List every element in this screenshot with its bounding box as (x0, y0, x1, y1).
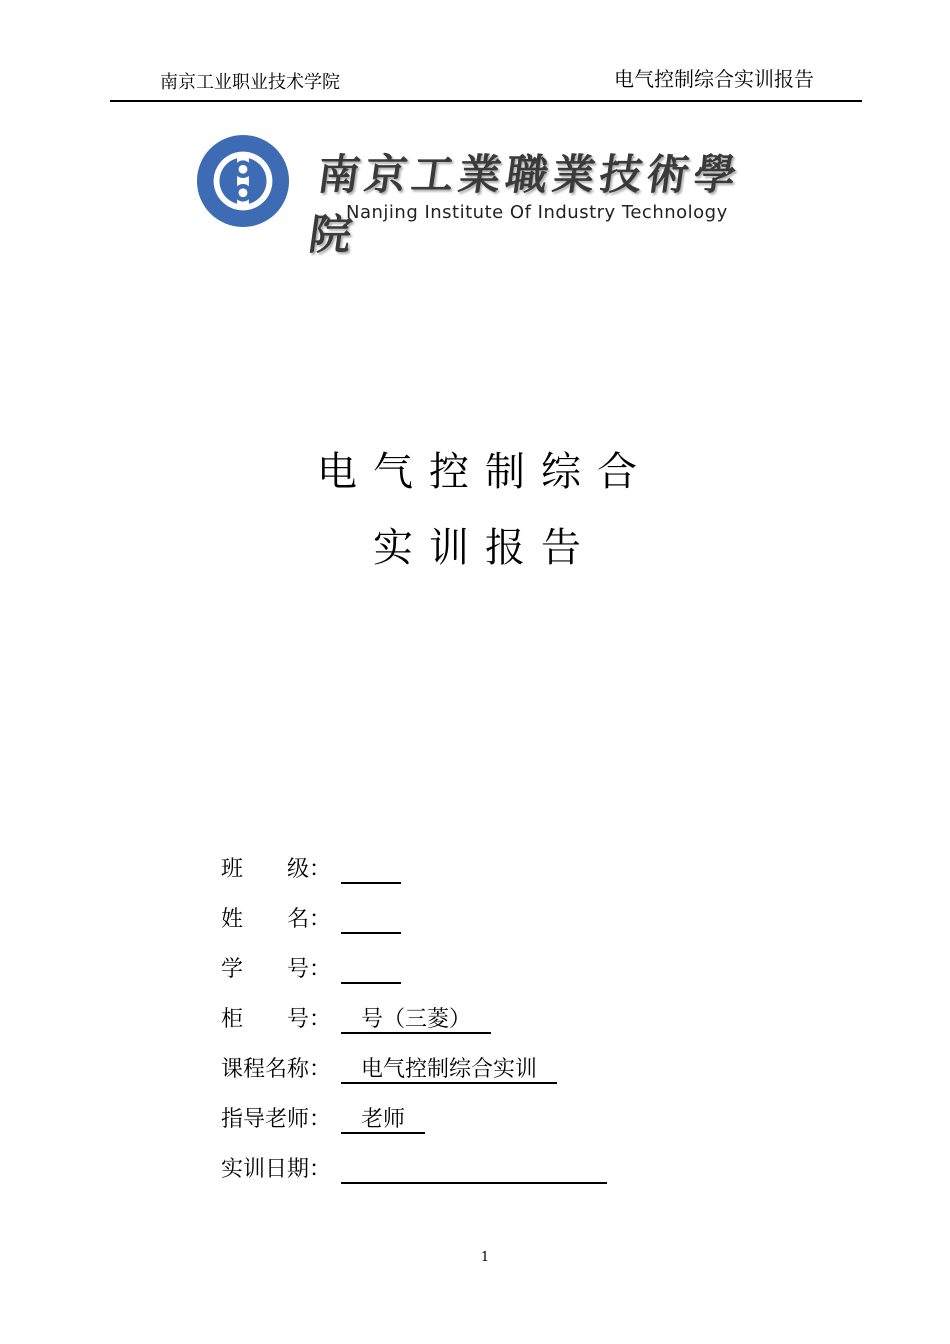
cabinet-label: 柜 号： (221, 1007, 332, 1032)
instructor-label: 指导老师： (221, 1107, 332, 1132)
school-emblem-icon (192, 132, 294, 230)
header-report-title: 电气控制综合实训报告 (614, 67, 814, 91)
cabinet-field[interactable]: 号（三菱） (341, 1002, 491, 1034)
report-title-line-1: 电气控制综合 (317, 449, 653, 495)
header-institution: 南京工业职业技术学院 (160, 72, 340, 93)
course-field[interactable]: 电气控制综合实训 (341, 1052, 557, 1084)
school-logo (190, 128, 765, 259)
page-header (110, 62, 862, 102)
date-field[interactable] (341, 1152, 607, 1184)
logo-chinese-name: 南京工業職業技術學院 (305, 150, 745, 259)
class-field[interactable] (341, 852, 401, 884)
name-label: 姓 名： (221, 907, 332, 932)
page-number: 1 (480, 1250, 490, 1265)
name-field[interactable] (341, 902, 401, 934)
logo-english-name: Nanjing Institute Of Industry Technology (346, 202, 728, 223)
instructor-field[interactable]: 老师 (341, 1102, 425, 1134)
date-label: 实训日期： (221, 1157, 332, 1182)
student-id-label: 学 号： (221, 957, 332, 982)
class-label: 班 级： (221, 857, 332, 882)
report-title-line-2: 实训报告 (373, 525, 597, 571)
course-label: 课程名称： (221, 1057, 332, 1082)
student-id-field[interactable] (341, 952, 401, 984)
